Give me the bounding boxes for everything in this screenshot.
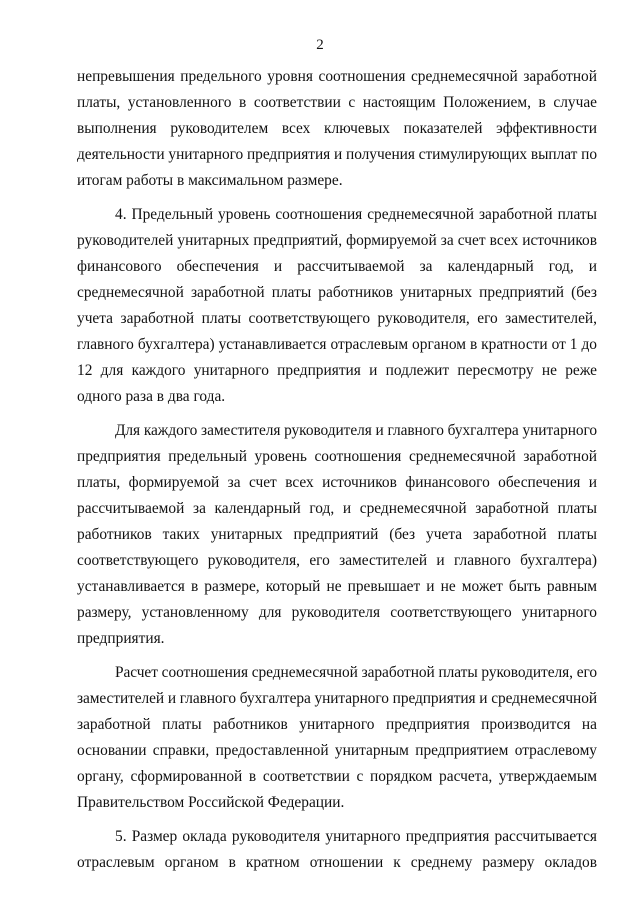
text-line: главного бухгалтера) устанавливается отраслевым органом в кратности от 1 до — [77, 336, 597, 353]
text-line: отраслевым органом в кратном отношении к среднему размеру окладов — [77, 854, 597, 871]
text-line: 12 для каждого унитарного предприятия и подлежит пересмотру не реже — [77, 362, 597, 379]
text-line: размеру, установленному для руководителя соответствующего унитарного — [77, 604, 597, 621]
text-line: соответствующего руководителя, его заместителей и главного бухгалтера) — [77, 552, 597, 569]
paragraph-continuation — [77, 64, 597, 194]
paragraph-deputies — [77, 418, 597, 652]
text-line: 4. Предельный уровень соотношения среднемесячной заработной платы — [115, 206, 597, 223]
text-line: основании справки, предоставленной унитарным предприятием отраслевому — [77, 742, 597, 759]
text-line: рассчитываемой за календарный год, и среднемесячной заработной платы — [77, 500, 597, 517]
text-line: Правительством Российской Федерации. — [77, 794, 345, 811]
text-line: деятельности унитарного предприятия и получения стимулирующих выплат по — [77, 146, 597, 163]
text-line: непревышения предельного уровня соотношения среднемесячной заработной — [77, 68, 597, 85]
paragraph-item-4 — [77, 202, 597, 410]
page-number: 2 — [316, 37, 324, 53]
text-line: работников таких унитарных предприятий (без учета заработной платы — [77, 526, 597, 543]
text-line: платы, установленного в соответствии с настоящим Положением, в случае — [77, 94, 597, 111]
text-line: финансового обеспечения и рассчитываемой за календарный год, и — [77, 258, 597, 275]
text-line: предприятия предельный уровень соотношения среднемесячной заработной — [77, 448, 597, 465]
paragraph-item-5 — [77, 824, 597, 876]
text-line: органу, сформированной в соответствии с порядком расчета, утверждаемым — [77, 768, 597, 785]
text-line: выполнения руководителем всех ключевых показателей эффективности — [77, 120, 597, 137]
document-body — [77, 64, 597, 876]
text-line: платы, формируемой за счет всех источников финансового обеспечения и — [77, 474, 597, 491]
text-line: Расчет соотношения среднемесячной заработной платы руководителя, его — [115, 664, 597, 681]
text-line: учета заработной платы соответствующего руководителя, его заместителей, — [77, 310, 597, 327]
text-line: 5. Размер оклада руководителя унитарного предприятия рассчитывается — [115, 828, 597, 845]
text-line: заместителей и главного бухгалтера унитарного предприятия и среднемесячной — [77, 690, 597, 707]
text-line: итогам работы в максимальном размере. — [77, 172, 343, 189]
text-line: одного раза в два года. — [77, 388, 226, 405]
paragraph-calculation — [77, 660, 597, 816]
text-line: Для каждого заместителя руководителя и главного бухгалтера унитарного — [115, 422, 598, 439]
text-line: устанавливается в размере, который не превышает и не может быть равным — [77, 578, 597, 595]
text-line: заработной платы работников унитарного предприятия производится на — [77, 716, 597, 733]
text-line: руководителей унитарных предприятий, формируемой за счет всех источников — [77, 232, 597, 249]
text-line: среднемесячной заработной платы работников унитарных предприятий (без — [77, 284, 597, 301]
text-line: предприятия. — [77, 630, 165, 647]
